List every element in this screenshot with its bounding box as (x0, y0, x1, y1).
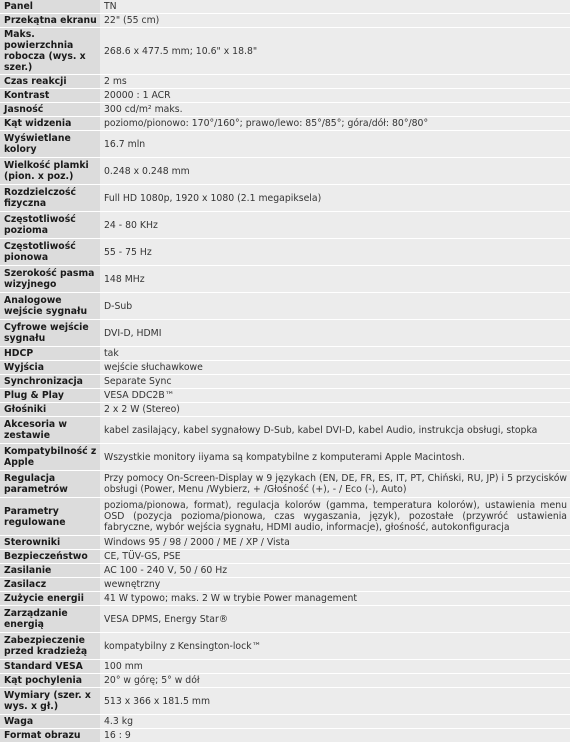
spec-label: Sterowniki (0, 536, 100, 550)
spec-row (0, 660, 570, 674)
spec-value: Full HD 1080p, 1920 x 1080 (2.1 megapiksela) (100, 185, 570, 212)
spec-value: TN (100, 0, 570, 14)
spec-row (0, 578, 570, 592)
spec-value: CE, TÜV-GS, PSE (100, 550, 570, 564)
spec-value: 55 - 75 Hz (100, 239, 570, 266)
spec-label: Rozdzielczość fizyczna (0, 185, 100, 212)
spec-row (0, 158, 570, 185)
spec-label: Cyfrowe wejście sygnału (0, 320, 100, 347)
spec-row (0, 444, 570, 471)
spec-value: AC 100 - 240 V, 50 / 60 Hz (100, 564, 570, 578)
spec-label: Częstotliwość pozioma (0, 212, 100, 239)
spec-label: Kąt pochylenia (0, 674, 100, 688)
spec-row (0, 688, 570, 715)
spec-row (0, 633, 570, 660)
spec-label: Parametry regulowane (0, 498, 100, 536)
spec-row (0, 417, 570, 444)
spec-label: Zasilanie (0, 564, 100, 578)
spec-label: HDCP (0, 347, 100, 361)
spec-row (0, 361, 570, 375)
spec-value: wejście słuchawkowe (100, 361, 570, 375)
spec-value: D-Sub (100, 293, 570, 320)
spec-label: Częstotliwość pionowa (0, 239, 100, 266)
spec-row (0, 389, 570, 403)
spec-row (0, 212, 570, 239)
spec-row (0, 375, 570, 389)
spec-label: Akcesoria w zestawie (0, 417, 100, 444)
spec-row (0, 606, 570, 633)
spec-label: Panel (0, 0, 100, 14)
spec-row (0, 674, 570, 688)
spec-value: 2 ms (100, 75, 570, 89)
spec-value: tak (100, 347, 570, 361)
spec-value: kompatybilny z Kensington-lock™ (100, 633, 570, 660)
spec-row (0, 75, 570, 89)
spec-value: 100 mm (100, 660, 570, 674)
spec-label: Format obrazu (0, 729, 100, 743)
spec-label: Wyjścia (0, 361, 100, 375)
spec-value: 300 cd/m² maks. (100, 103, 570, 117)
spec-row (0, 729, 570, 743)
spec-row (0, 0, 570, 14)
spec-value: Separate Sync (100, 375, 570, 389)
spec-value: Windows 95 / 98 / 2000 / ME / XP / Vista (100, 536, 570, 550)
spec-row (0, 89, 570, 103)
spec-value: pozioma/pionowa, format), regulacja kolorów (gamma, temperatura kolorów), ustawienia menu OSD (pozycja pozioma/pionowa, czas wygaszania, język), pozostałe (przywróć ustawienia fabryczne, wybór wejścia sygnału, HDMI audio, informacje), głośność, autokonfiguracja (100, 498, 570, 536)
spec-value: 4.3 kg (100, 715, 570, 729)
spec-value: 41 W typowo; maks. 2 W w trybie Power management (100, 592, 570, 606)
spec-label: Przekątna ekranu (0, 14, 100, 28)
spec-label: Standard VESA (0, 660, 100, 674)
spec-label: Zasilacz (0, 578, 100, 592)
spec-label: Szerokość pasma wizyjnego (0, 266, 100, 293)
spec-value: VESA DDC2B™ (100, 389, 570, 403)
spec-row (0, 103, 570, 117)
spec-label: Analogowe wejście sygnału (0, 293, 100, 320)
spec-row (0, 239, 570, 266)
spec-label: Zabezpieczenie przed kradzieżą (0, 633, 100, 660)
spec-label: Czas reakcji (0, 75, 100, 89)
spec-label: Jasność (0, 103, 100, 117)
spec-label: Kąt widzenia (0, 117, 100, 131)
spec-value: Przy pomocy On-Screen-Display w 9 językach (EN, DE, FR, ES, IT, PT, Chiński, RU, JP) i 5 przycisków obsługi (Power, Menu /Wybierz, + /Głośność (+), - / Eco (-), Auto) (100, 471, 570, 498)
spec-value: DVI-D, HDMI (100, 320, 570, 347)
spec-row (0, 320, 570, 347)
spec-label: Maks. powierzchnia robocza (wys. x szer.) (0, 28, 100, 75)
spec-row (0, 564, 570, 578)
spec-row (0, 471, 570, 498)
spec-value: 0.248 x 0.248 mm (100, 158, 570, 185)
spec-value: 148 MHz (100, 266, 570, 293)
spec-value: wewnętrzny (100, 578, 570, 592)
spec-row (0, 28, 570, 75)
spec-row (0, 131, 570, 158)
spec-value: Wszystkie monitory iiyama są kompatybilne z komputerami Apple Macintosh. (100, 444, 570, 471)
spec-label: Kontrast (0, 89, 100, 103)
spec-value: 22" (55 cm) (100, 14, 570, 28)
spec-row (0, 498, 570, 536)
spec-row (0, 715, 570, 729)
spec-value: 16 : 9 (100, 729, 570, 743)
spec-label: Bezpieczeństwo (0, 550, 100, 564)
spec-label: Waga (0, 715, 100, 729)
spec-row (0, 117, 570, 131)
spec-label: Zużycie energii (0, 592, 100, 606)
spec-row (0, 536, 570, 550)
spec-label: Wielkość plamki (pion. x poz.) (0, 158, 100, 185)
spec-label: Plug & Play (0, 389, 100, 403)
spec-row (0, 592, 570, 606)
spec-row (0, 185, 570, 212)
spec-label: Kompatybilność z Apple (0, 444, 100, 471)
spec-value: 2 x 2 W (Stereo) (100, 403, 570, 417)
spec-label: Synchronizacja (0, 375, 100, 389)
spec-row (0, 266, 570, 293)
spec-row (0, 293, 570, 320)
spec-row (0, 550, 570, 564)
spec-label: Regulacja parametrów (0, 471, 100, 498)
spec-label: Głośniki (0, 403, 100, 417)
spec-value: VESA DPMS, Energy Star® (100, 606, 570, 633)
spec-row (0, 347, 570, 361)
spec-label: Wyświetlane kolory (0, 131, 100, 158)
spec-label: Wymiary (szer. x wys. x gł.) (0, 688, 100, 715)
spec-row (0, 403, 570, 417)
spec-value: 24 - 80 KHz (100, 212, 570, 239)
spec-value: 20000 : 1 ACR (100, 89, 570, 103)
spec-row (0, 14, 570, 28)
spec-value: 268.6 x 477.5 mm; 10.6" x 18.8" (100, 28, 570, 75)
spec-value: 513 x 366 x 181.5 mm (100, 688, 570, 715)
spec-value: poziomo/pionowo: 170°/160°; prawo/lewo: 85°/85°; góra/dół: 80°/80° (100, 117, 570, 131)
spec-value: 20° w górę; 5° w dół (100, 674, 570, 688)
spec-value: kabel zasilający, kabel sygnałowy D-Sub, kabel DVI-D, kabel Audio, instrukcja obsługi, stopka (100, 417, 570, 444)
spec-label: Zarządzanie energią (0, 606, 100, 633)
spec-value: 16.7 mln (100, 131, 570, 158)
